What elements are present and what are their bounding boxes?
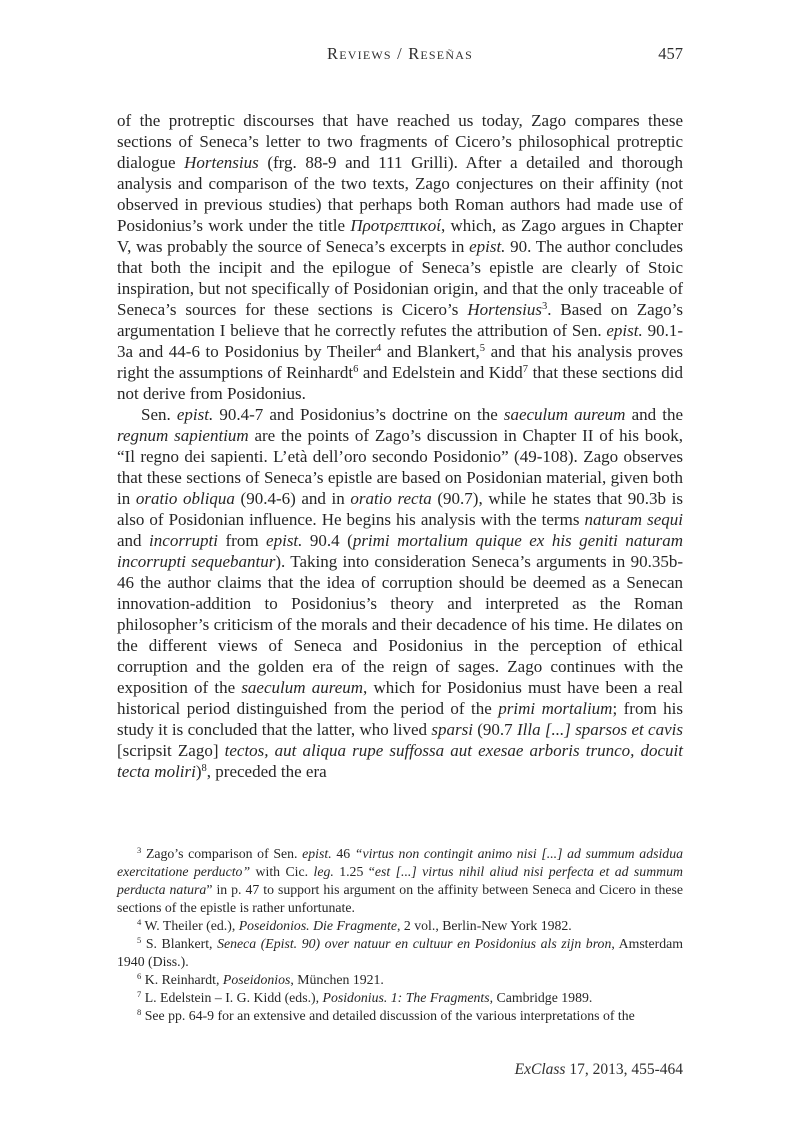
footnote-4: $^4$ W. Theiler (ed.), Poseidonios. Die Fragmente, 2 vol., Berlin-New York 1982. bbox=[137, 917, 572, 933]
page-number: 457 bbox=[658, 44, 683, 63]
running-head bbox=[117, 44, 683, 66]
footnote-3: $^3$ Zago’s comparison of Sen. epist. 46 “virtus non contingit animo nisi [...] ad summum adsidua exercitatione perducto” with Cic. leg. 1.25 “est [...] virtus nihil aliud nisi perfecta et ad summum perducta natura” in p. 47 to support his argument on the affinity between Seneca and Cicero in these sections of the epistle is rather unfortunate. bbox=[117, 845, 683, 915]
body-paragraph-1: of the protreptic discourses that have reached us today, Zago compares these sections of Seneca’s letter to two fragments of Cicero’s philosophical protreptic dialogue Hortensius (frg. 88-9 and 111 Grilli). After a detailed and thorough analysis and comparison of the two texts, Zago conjectures on their affinity (not observed in previous studies) that perhaps both Roman authors had made use of Posidonius’s work under the title Προτρεπτικοί, which, as Zago argues in Chapter V, was probably the source of Seneca’s excerpts in epist. 90. The author concludes that both the incipit and the epilogue of Seneca’s epistle are clearly of Stoic inspiration, but not specifically of Posidonian origin, and that the only traceable of Seneca’s sources for these sections is Cicero’s Hortensius$^3$. Based on Zago’s argumentation I believe that he correctly refutes the attribution of Sen. epist. 90.1-3a and 44-6 to Posidonius by Theiler$^4$ and Blankert,$^5$ and that his analysis proves right the assumptions of Reinhardt$^6$ and Edelstein and Kidd$^7$ that these sections did not derive from Posidonius. bbox=[117, 111, 683, 403]
body-paragraph-2: Sen. epist. 90.4-7 and Posidonius’s doctrine on the saeculum aureum and the regnum sapientium are the points of Zago’s discussion in Chapter II of his book, “Il regno dei sapienti. L’età dell’oro secondo Posidonio” (49-108). Zago observes that these sections of Seneca’s epistle are based on Posidonian material, given both in oratio obliqua (90.4-6) and in oratio recta (90.7), while he states that 90.3b is also of Posidonian influence. He begins his analysis with the terms naturam sequi and incorrupti from epist. 90.4 (primi mortalium quique ex his geniti naturam incorrupti sequebantur). Taking into consideration Seneca’s arguments in 90.35b-46 the author claims that the idea of corruption should be deemed as a Senecan innovation-addition to Posidonius’s theory and interpreted as the Roman philosopher’s criticism of the morals and their decadence of his time. He dilates on the different views of Seneca and Posidonius in the perception of ethical corruption and the golden era of the reign of sages. Zago continues with the exposition of the saeculum aureum, which for Posidonius must have been a real historical period distinguished from the period of the primi mortalium; from his study it is concluded that the latter, who lived sparsi (90.7 Illa [...] sparsos et cavis [scripsit Zago] tectos, aut aliqua rupe suffossa aut exesae arboris trunco, docuit tecta moliri)$^8$, preceded the era bbox=[117, 405, 684, 781]
section-title: Reviews / Reseñas bbox=[327, 44, 473, 63]
footnote-6: $^6$ K. Reinhardt, Poseidonios, München 1921. bbox=[137, 971, 384, 987]
footnote-7: $^7$ L. Edelstein – I. G. Kidd (eds.), Posidonius. 1: The Fragments, Cambridge 1989. bbox=[137, 989, 593, 1005]
footnote-5: $^5$ S. Blankert, Seneca (Epist. 90) over natuur en cultuur en Posidonius als zijn bron, Amsterdam 1940 (Diss.). bbox=[117, 935, 683, 969]
footnotes-section bbox=[117, 845, 683, 1025]
review-body bbox=[117, 110, 683, 782]
footnote-8: $^8$ See pp. 64-9 for an extensive and detailed discussion of the various interpretations of the bbox=[137, 1007, 635, 1023]
journal-citation: ExClass 17, 2013, 455-464 bbox=[514, 1061, 683, 1078]
